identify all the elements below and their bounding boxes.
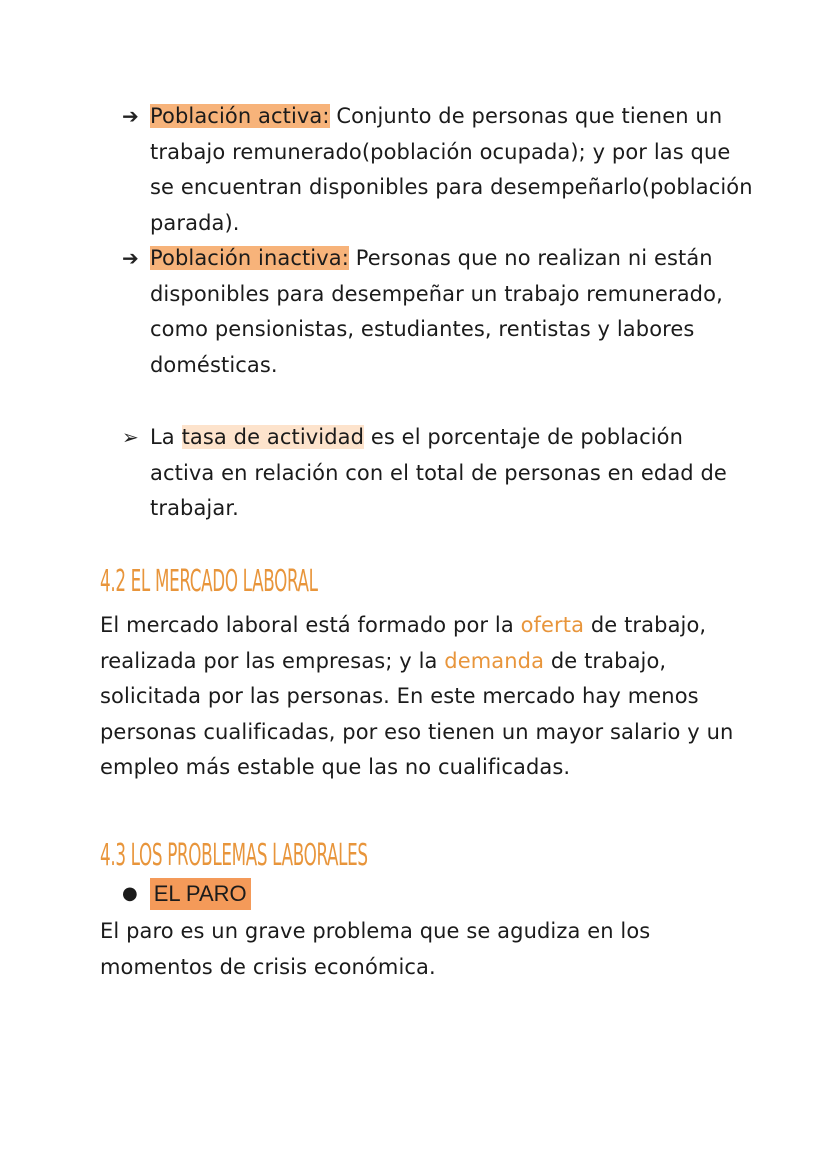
text-line: disponibles para desempeñar un trabajo remunerado,: [150, 281, 723, 306]
text-line: domésticas.: [150, 352, 278, 377]
section-heading-problemas-laborales: 4.3 LOS PROBLEMAS LABORALES: [100, 838, 368, 873]
term-poblacion-activa: Población activa:: [150, 104, 330, 128]
text-line: El paro es un grave problema que se agudiza en los: [100, 919, 651, 943]
text-line: activa en relación con el total de personas en edad de: [150, 460, 727, 485]
section-heading-mercado-laboral: 4.2 EL MERCADO LABORAL: [100, 564, 318, 599]
text-line: empleo más estable que las no cualificadas.: [100, 755, 571, 779]
bullet-poblacion-inactiva: [122, 241, 762, 383]
bullet-dot-icon: ●: [122, 883, 138, 904]
term-el-paro: EL PARO: [150, 878, 251, 910]
arrow-icon: ➔: [122, 104, 139, 128]
bullet-poblacion-activa: [122, 99, 762, 241]
text-line: es el porcentaje de población: [370, 425, 684, 449]
text-fragment: de trabajo,: [590, 613, 707, 637]
text-fragment: El mercado laboral está formado por la: [100, 613, 514, 637]
keyword-oferta: oferta: [520, 613, 585, 637]
text-line: trabajo remunerado(población ocupada); y por las que: [150, 139, 731, 164]
arrow-icon: ➔: [122, 246, 139, 270]
bullet-el-paro: [122, 878, 251, 910]
arrowhead-icon: ➢: [122, 425, 139, 449]
term-tasa-actividad: tasa de actividad: [181, 425, 365, 449]
text-line: Personas que no realizan ni están: [355, 246, 713, 270]
paragraph-el-paro: [100, 914, 780, 985]
text-line: personas cualificadas, por eso tienen un mayor salario y un: [100, 719, 734, 744]
text-line: solicitada por las personas. En este mercado hay menos: [100, 684, 699, 708]
text-line: como pensionistas, estudiantes, rentistas y labores: [150, 317, 695, 341]
text-line: trabajar.: [150, 496, 239, 520]
paragraph-mercado-laboral: [100, 608, 780, 786]
text-fragment: de trabajo,: [550, 648, 667, 673]
term-poblacion-inactiva: Población inactiva:: [150, 246, 349, 270]
keyword-demanda: demanda: [444, 648, 545, 673]
bullet-tasa-actividad: [122, 420, 762, 527]
text-line: momentos de crisis económica.: [100, 954, 436, 979]
text-line: parada).: [150, 210, 240, 235]
text-line: se encuentran disponibles para desempeñarlo(población: [150, 175, 753, 199]
text-fragment: La: [150, 425, 175, 449]
text-line: Conjunto de personas que tienen un: [336, 104, 723, 128]
text-fragment: realizada por las empresas; y la: [100, 648, 438, 673]
